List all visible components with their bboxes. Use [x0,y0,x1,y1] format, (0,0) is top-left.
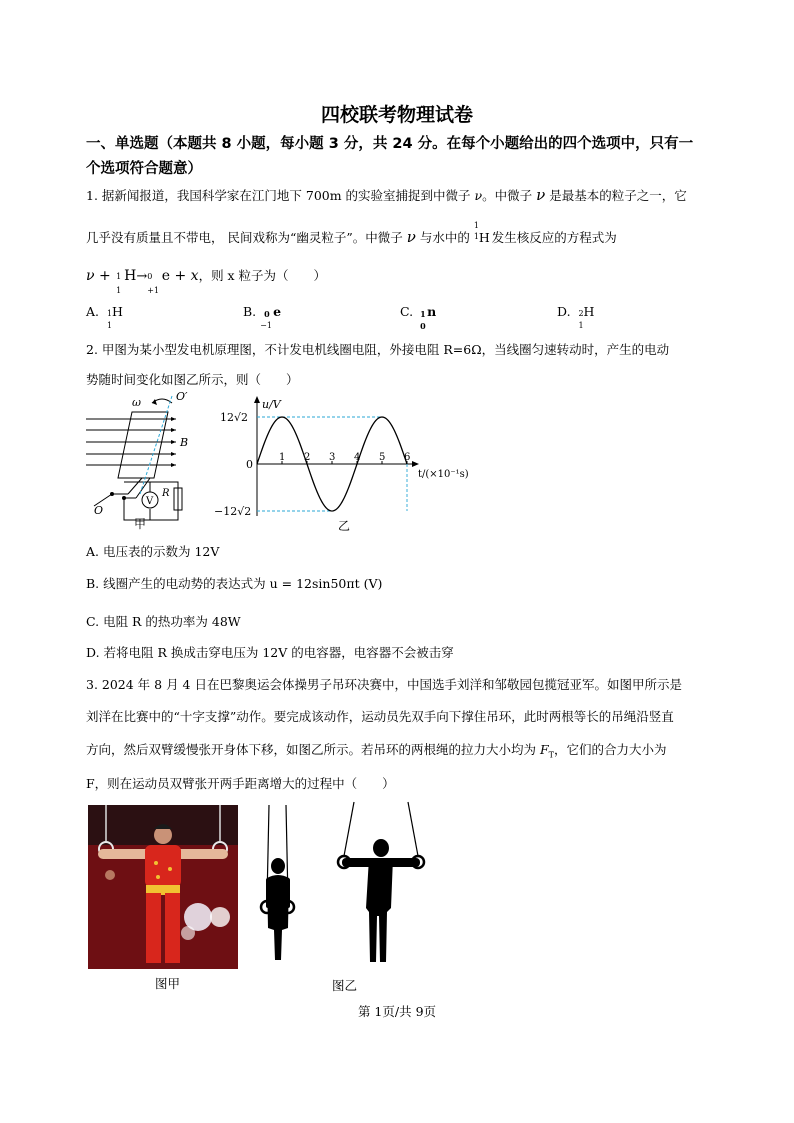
q3-line2: 刘洋在比赛中的“十字支撑”动作。要完成该动作，运动员先双手向下撑住吊环，此时两根等长的吊绳沿竖直 [86,709,674,724]
q2-line2: 势随时间变化如图乙所示，则（ ） [86,372,299,387]
y-tick-label: 0 [246,458,253,471]
section-heading [86,132,716,182]
omega-label: ω [132,396,141,409]
gymnast-photo [88,805,238,969]
q2-option-c[interactable]: C. 电阻 R 的热功率为 48W [86,614,241,629]
q3-line1: 3. 2024 年 8 月 4 日在巴黎奥运会体操男子吊环决赛中，中国选手刘洋和邹敬园包揽冠亚军。如图甲所示是 [86,677,682,692]
q3-line3: 方向，然后双臂缓慢张开身体下移，如图乙所示。若吊环的两根绳的拉力大小均为 $F_T$，它们的合力大小为 [86,742,667,760]
x-tick-label: 6 [404,452,411,463]
q1-option-b[interactable]: B. 0 −1 e [243,304,282,330]
q1-option-d[interactable]: D. 2 1 H [557,304,595,330]
q2-line1: 2. 甲图为某小型发电机原理图，不计发电机线圈电阻，外接电阻 R=6Ω，当线圈匀速转动时，产生的电动 [86,342,670,357]
o-label: O [94,504,104,517]
q1-equation-line: ν + 1 1 H→ 0 +1 e + x，则 x 粒子为（ ） [86,268,327,295]
b-label: B [180,436,189,449]
section-heading-line2: 个选项符合题意） [86,161,202,177]
page-footer: 第 1页/共 9页 [357,1004,437,1019]
q1-line1: 1. 据新闻报道，我国科学家在江门地下 700m 的实验室捕捉到中微子 ν。中微子 ν 是最基本的粒子之一，它 [86,186,687,204]
q2-option-b[interactable]: B. 线圈产生的电动势的表达式为 u = 12sin50πt (V) [86,576,383,591]
y-tick-label: 12√2 [220,411,249,424]
x-tick-label: 3 [329,452,336,463]
reaction-equation: ν + 1 1 H→ 0 +1 e + x [86,268,199,295]
voltage-chart [210,392,480,532]
q1-option-c[interactable]: C. 1 0 n [400,304,437,331]
q3-line4: F，则在运动员双臂张开两手距离增大的过程中（ ） [86,776,395,791]
x-axis-label: t/(×10⁻¹s) [418,469,469,480]
y-tick-label: −12√2 [214,505,252,518]
generator-diagram [80,390,200,530]
fig-jia-caption: 甲 [134,517,147,530]
q2-option-d[interactable]: D. 若将电阻 R 换成击穿电压为 12V 的电容器，电容器不会被击穿 [86,645,454,660]
voltmeter-label: V [146,496,154,507]
hydrogen-nucleus: 1 1 H [473,221,490,245]
section-heading-line1: 一、单选题（本题共 8 小题，每小题 3 分，共 24 分。在每个小题给出的四个选项中，只有一 [86,136,694,152]
x-tick-label: 5 [379,452,386,463]
resistor-label: R [162,488,170,499]
fig-q3-jia-caption: 图甲 [155,976,181,991]
x-tick-label: 4 [354,452,361,463]
x-tick-label: 1 [279,452,286,463]
o-prime-label: O′ [176,390,188,403]
fig-yi-caption: 乙 [338,519,351,532]
x-tick-label: 2 [304,452,311,463]
q1-line2: 几乎没有质量且不带电， 民间戏称为“幽灵粒子”。中微子 ν 与水中的 1 1 H 发生核反应的方程式为 [86,221,617,246]
gymnast-silhouettes [258,800,458,970]
fig-q3-yi-caption: 图乙 [332,978,358,993]
y-axis-label: u/V [262,398,281,411]
q1-option-a[interactable]: A. 1 1 H [86,304,123,330]
q2-option-a[interactable]: A. 电压表的示数为 12V [86,544,220,559]
page-title: 四校联考物理试卷 [320,104,473,126]
